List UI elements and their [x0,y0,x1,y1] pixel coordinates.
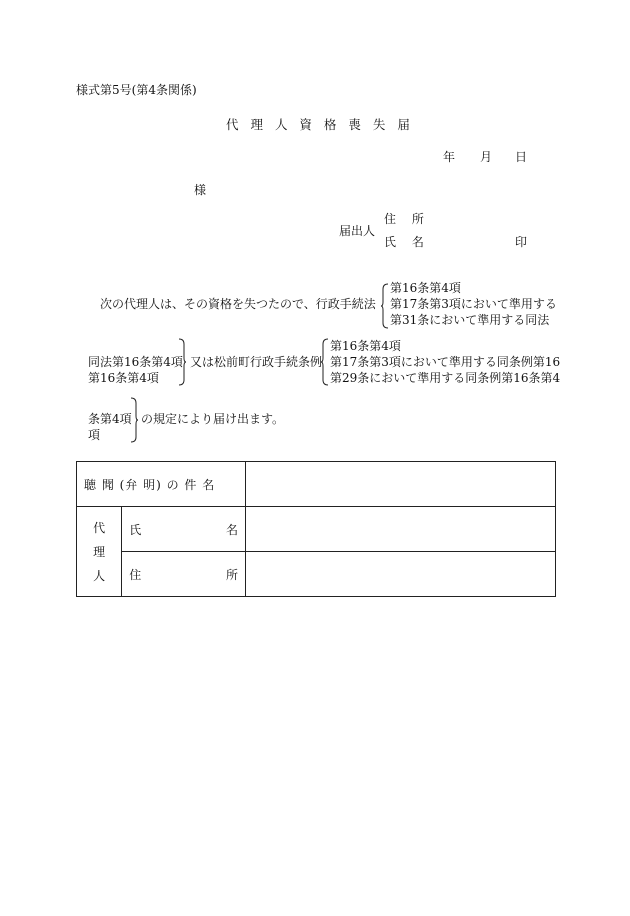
case-name-value[interactable] [246,462,556,507]
law-options-brace [381,283,389,329]
law-option-2: 第17条第3項において準用する [390,297,557,311]
same-law-option-2: 第16条第4項 [88,371,159,385]
tail-option-1: 条第4項 [88,412,132,426]
agent-info-table [76,461,556,597]
tail-brace [130,397,138,443]
agent-address-label-cell: 住 所 [122,552,246,597]
case-name-label-cell [77,462,246,507]
seal-mark: 印 [515,235,528,249]
same-law-brace [178,338,186,386]
agent-label-cell: 代 理 人 [77,507,122,597]
document-title: 代 理 人 資 格 喪 失 届 [226,117,414,132]
case-name-label: 聴 聞 (弁 明) の 件 名 [84,477,216,492]
same-law-option-1: 同法第16条第4項 [88,355,183,369]
form-number: 様式第5号(第4条関係) [76,83,197,97]
addressee-suffix: 様 [194,183,207,197]
tail-option-2: 項 [88,428,101,442]
ordinance-option-3: 第29条において準用する同条例第16条第4 [330,371,561,385]
closing-text: の規定により届け出ます。 [141,412,285,426]
agent-name-label-cell: 氏 名 [122,507,246,552]
agent-address-value[interactable] [246,552,556,597]
ordinance-text: 又は松前町行政手続条例 [190,355,323,369]
applicant-name-label: 氏 名 [384,235,430,249]
date-day: 日 [515,150,528,164]
law-option-1: 第16条第4項 [390,281,461,295]
date-month: 月 [480,150,493,164]
law-option-3: 第31条において準用する同法 [390,313,550,327]
body-line1-text: 次の代理人は、その資格を失つたので、行政手続法 [100,297,376,311]
ordinance-option-2: 第17条第3項において準用する同条例第16 [330,355,561,369]
agent-name-value[interactable] [246,507,556,552]
date-year: 年 [443,150,456,164]
ordinance-option-1: 第16条第4項 [330,339,401,353]
ordinance-options-brace [321,338,329,386]
applicant-address-label: 住 所 [384,212,430,226]
applicant-label: 届出人 [339,224,376,238]
